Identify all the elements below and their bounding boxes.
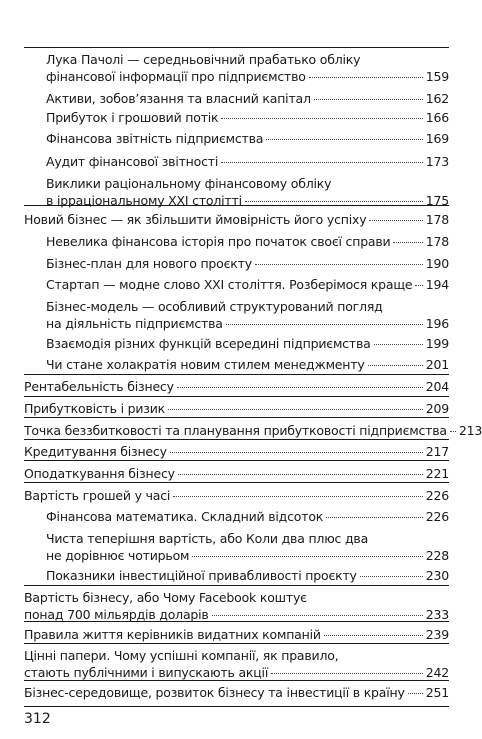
dot-leader [170,452,423,453]
toc-entry-line [46,531,449,548]
toc-entry-line [46,316,449,333]
dot-leader [324,635,423,636]
toc-entry-page: 196 [425,316,449,331]
toc-entry-page: 162 [425,91,449,106]
separator-rule [24,374,449,375]
toc-entry [24,401,449,418]
toc-entry-title: стають публічними і випускають акції [24,665,269,680]
dot-leader [360,576,423,577]
toc-entry-title: Бізнес-план для нового проєкту [46,256,252,271]
toc-entry-title: не дорівнює чотирьом [46,548,190,563]
toc-entry-line [24,627,449,644]
dot-leader [408,693,423,694]
toc-entry-title: Показники інвестиційної привабливості проєкту [46,568,357,583]
dot-leader [374,344,423,345]
toc-entry [24,466,449,483]
toc-entry [24,627,449,644]
toc-entry-title: Активи, зобов’язання та власний капітал [46,91,311,106]
toc-entry-line [46,568,449,585]
toc-entry [24,590,449,624]
toc-entry-title: Прибутковість і ризик [24,401,166,416]
toc-entry-title: Вартість бізнесу, або Чому Facebook коштує [24,590,307,605]
toc-entry-line [46,131,449,148]
dot-leader [393,242,422,243]
toc-entry-line [46,299,449,316]
toc-entry-page: 251 [425,685,449,700]
dot-leader [226,324,423,325]
toc-entry-title: Бізнес-модель — особливий структурований погляд [46,299,383,314]
toc-entry-page: 242 [425,665,449,680]
toc-entry-title: Фінансова математика. Складний відсоток [46,509,324,524]
toc-entry-page: 190 [425,256,449,271]
toc-entry-page: 178 [425,212,449,227]
toc-entry-title: Чиста теперішня вартість, або Коли два плюс два [46,531,369,546]
toc-entry-page: 239 [425,627,449,642]
dot-leader [326,517,423,518]
toc-entry-title: Бізнес-середовище, розвиток бізнесу та інвестиції в країну [24,685,405,700]
toc-entry-page: 178 [425,234,449,249]
separator-rule [24,47,449,48]
toc-entry [46,234,449,251]
toc-entry [24,685,449,702]
dot-leader [177,387,423,388]
separator-rule [24,205,449,206]
toc-entry-line [46,336,449,353]
toc-entry-line [46,91,449,108]
toc-entry [46,110,449,127]
toc-entry-line [24,648,449,665]
toc-entry-title: понад 700 мільярдів доларів [24,607,209,622]
separator-rule [24,643,449,644]
toc-entry [46,336,449,353]
toc-entry-line [46,234,449,251]
toc-entry [46,357,449,374]
toc-entry-title: Правила життя керівників видатних компаній [24,627,321,642]
toc-entry-title: Цінні папери. Чому успішні компанії, як правило, [24,648,339,663]
toc-entry-title: фінансової інформації про підприємство [46,69,306,84]
dot-leader [314,99,423,100]
toc-entry-title: в ірраціональному XXI столітті [46,193,242,208]
toc-entry-line [46,69,449,86]
toc-entry [24,212,449,229]
toc-entry-page: 209 [425,401,449,416]
toc-entry-line [46,357,449,374]
dot-leader [212,615,423,616]
toc-entry-line [46,509,449,526]
toc-entry-title: Новий бізнес — як збільшити ймовірність його успіху [24,212,367,227]
toc-entry-title: Стартап — модне слово XXI століття. Розберімося краще [46,277,413,292]
toc-entry [46,256,449,273]
toc-entry-line [24,488,449,505]
dot-leader [178,474,423,475]
separator-rule [24,460,449,461]
toc-entry-title: Аудит фінансової звітності [46,154,219,169]
toc-entry [46,154,449,171]
toc-entry-line [46,52,449,69]
toc-entry-title: на діяльність підприємства [46,316,223,331]
toc-entry [46,568,449,585]
toc-entry-title: Кредитування бізнесу [24,444,167,459]
dot-leader [415,285,422,286]
separator-rule [24,417,449,418]
toc-entry-page: 204 [425,379,449,394]
toc-entry-title: Рентабельність бізнесу [24,379,174,394]
separator-rule [24,439,449,440]
toc-entry-page: 226 [425,509,449,524]
toc-entry-line [24,401,449,418]
dot-leader [192,556,422,557]
toc-entry-title: Прибуток і грошовий потік [46,110,219,125]
toc-entry-line [46,193,449,210]
toc-entry [46,91,449,108]
dot-leader [221,162,423,163]
toc-entry-page: 228 [425,548,449,563]
separator-rule [24,482,449,483]
dot-leader [450,431,456,432]
toc-entry-page: 175 [425,193,449,208]
separator-rule [24,680,449,681]
toc-entry [24,444,449,461]
dot-leader [245,201,423,202]
dot-leader [309,77,423,78]
separator-rule [24,621,449,622]
toc-entry-title: Взаємодія різних функцій всередині підприємства [46,336,371,351]
toc-entry-title: Точка беззбитковості та планування прибутковості підприємства [24,423,447,438]
toc-entry-page: 194 [425,277,449,292]
toc-entry-title: Виклики раціональному фінансовому обліку [46,176,332,191]
toc-entry-title: Невелика фінансова історія про початок своєї справи [46,234,391,249]
toc-entry [46,531,449,565]
toc-entry [46,299,449,333]
toc-entry-line [46,277,449,294]
toc-entry [46,52,449,86]
toc-entry-page: 169 [425,131,449,146]
toc-entry [24,488,449,505]
toc-entry-page: 213 [458,423,482,438]
toc-entry-page: 217 [425,444,449,459]
dot-leader [271,673,423,674]
dot-leader [255,264,423,265]
dot-leader [369,220,422,221]
toc-entry-title: Чи стане холакратія новим стилем менеджменту [46,357,365,372]
toc-entry-line [24,444,449,461]
toc-entry-page: 226 [425,488,449,503]
toc-entry [24,379,449,396]
toc-entry-page: 201 [425,357,449,372]
dot-leader [368,365,423,366]
toc-entry [24,423,482,440]
toc-entry-page: 199 [425,336,449,351]
toc-entry [46,509,449,526]
toc-entry-title: Лука Пачолі — середньовічний прабатько обліку [46,52,361,67]
toc-entry-page: 166 [425,110,449,125]
toc-entry-line [24,466,449,483]
toc-entry-line [24,423,482,440]
toc-entry [46,131,449,148]
toc-entry-line [46,176,449,193]
toc-entry-line [24,590,449,607]
dot-leader [221,118,422,119]
toc-entry [46,277,449,294]
toc-entry-title: Вартість грошей у часі [24,488,171,503]
toc-entry-title: Фінансова звітність підприємства [46,131,264,146]
toc-entry-title: Оподаткування бізнесу [24,466,175,481]
page-number: 312 [24,711,51,727]
toc-entry-page: 221 [425,466,449,481]
toc-entry-page: 173 [425,154,449,169]
toc-entry-page: 159 [425,69,449,84]
toc-entry-line [46,110,449,127]
separator-rule [24,706,449,707]
toc-entry-line [24,212,449,229]
toc-entry-line [46,154,449,171]
toc-entry-line [46,548,449,565]
dot-leader [168,409,423,410]
toc-entry-line [24,379,449,396]
toc-entry [24,648,449,682]
toc-entry-page: 233 [425,607,449,622]
dot-leader [173,496,423,497]
separator-rule [24,396,449,397]
separator-rule [24,585,449,586]
toc-entry-line [24,685,449,702]
dot-leader [266,139,422,140]
toc-entry-page: 230 [425,568,449,583]
toc-entry-line [46,256,449,273]
